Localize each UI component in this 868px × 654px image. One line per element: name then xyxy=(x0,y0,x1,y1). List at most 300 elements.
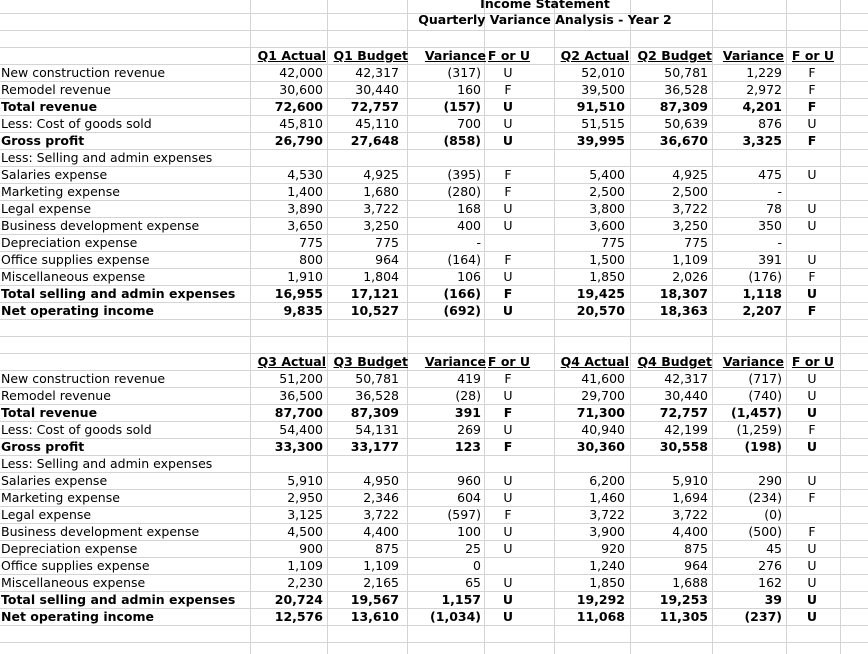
variance-b-cell: - xyxy=(777,235,782,250)
variance-a-cell: 65 xyxy=(465,575,481,590)
f-or-u-b-cell: F xyxy=(808,524,816,539)
actual-a-cell: 30,600 xyxy=(279,82,323,97)
f-or-u-b-cell: U xyxy=(807,473,817,488)
table-row xyxy=(0,591,868,608)
table-row xyxy=(0,387,868,404)
f-or-u-b-cell xyxy=(786,455,838,472)
variance-b-cell: 1,118 xyxy=(742,286,782,301)
f-or-u-b-cell: U xyxy=(807,167,817,182)
variance-a-cell: 419 xyxy=(457,371,481,386)
row-label: Total selling and admin expenses xyxy=(1,286,236,301)
f-or-u-b-cell: F xyxy=(808,269,816,284)
actual-b-cell xyxy=(557,455,625,472)
actual-b-cell: 775 xyxy=(601,235,625,250)
f-or-u-a-cell xyxy=(485,234,531,251)
variance-b-cell: 2,207 xyxy=(742,303,782,318)
f-or-u-b-cell: U xyxy=(807,541,817,556)
f-or-u-a-cell: U xyxy=(502,609,514,624)
budget-a-cell: 775 xyxy=(375,235,399,250)
column-header: Q4 Budget xyxy=(637,354,712,369)
row-label: Depreciation expense xyxy=(1,235,138,250)
actual-b-cell: 40,940 xyxy=(581,422,625,437)
variance-b-cell: 290 xyxy=(758,473,782,488)
row-label: New construction revenue xyxy=(1,371,166,386)
row-label: Net operating income xyxy=(1,303,155,318)
budget-b-cell: 4,400 xyxy=(672,524,708,539)
f-or-u-b-cell: F xyxy=(808,82,816,97)
budget-b-cell: 50,639 xyxy=(664,116,708,131)
column-header: Q4 Actual xyxy=(560,354,629,369)
actual-a-cell xyxy=(253,455,323,472)
variance-a-cell: 700 xyxy=(457,116,481,131)
f-or-u-b-cell: F xyxy=(807,133,817,148)
f-or-u-b-cell: U xyxy=(806,286,818,301)
column-header: F or U xyxy=(487,354,531,369)
table-row xyxy=(0,115,868,132)
variance-b-cell: (0) xyxy=(764,507,782,522)
f-or-u-a-cell: U xyxy=(502,99,514,114)
budget-b-cell: 3,722 xyxy=(672,507,708,522)
variance-b-cell: 4,201 xyxy=(742,99,782,114)
variance-b-cell xyxy=(712,455,782,472)
header-row xyxy=(0,47,868,64)
actual-b-cell: 20,570 xyxy=(576,303,625,318)
f-or-u-a-cell: F xyxy=(504,371,512,386)
budget-b-cell: 11,305 xyxy=(659,609,708,624)
f-or-u-b-cell: U xyxy=(806,439,818,454)
f-or-u-b-cell: U xyxy=(807,558,817,573)
variance-a-cell: 168 xyxy=(457,201,481,216)
table-row xyxy=(0,523,868,540)
table-row xyxy=(0,217,868,234)
row-label: Total revenue xyxy=(1,99,98,114)
actual-b-cell: 19,425 xyxy=(576,286,625,301)
actual-a-cell: 2,950 xyxy=(287,490,323,505)
f-or-u-b-cell: U xyxy=(807,201,817,216)
f-or-u-a-cell: U xyxy=(503,201,513,216)
row-label: Less: Cost of goods sold xyxy=(1,116,152,131)
table-row xyxy=(0,132,868,149)
variance-b-cell: (176) xyxy=(748,269,782,284)
variance-a-cell: 400 xyxy=(457,218,481,233)
actual-a-cell: 54,400 xyxy=(279,422,323,437)
variance-b-cell: (717) xyxy=(748,371,782,386)
row-label: Remodel revenue xyxy=(1,388,111,403)
actual-b-cell: 5,400 xyxy=(589,167,625,182)
variance-a-cell xyxy=(408,149,481,166)
f-or-u-a-cell: U xyxy=(503,490,513,505)
actual-b-cell: 1,460 xyxy=(589,490,625,505)
statement-subtitle: Quarterly Variance Analysis - Year 2 xyxy=(418,12,672,27)
table-row xyxy=(0,489,868,506)
variance-b-cell: (198) xyxy=(744,439,782,454)
f-or-u-a-cell xyxy=(485,455,531,472)
budget-b-cell: 775 xyxy=(684,235,708,250)
budget-a-cell: 2,346 xyxy=(363,490,399,505)
variance-b-cell: 350 xyxy=(758,218,782,233)
variance-b-cell: 2,972 xyxy=(746,82,782,97)
row-label: Total selling and admin expenses xyxy=(1,592,236,607)
f-or-u-a-cell: F xyxy=(503,405,513,420)
budget-b-cell: 30,558 xyxy=(659,439,708,454)
actual-b-cell: 1,850 xyxy=(589,575,625,590)
actual-a-cell: 3,890 xyxy=(287,201,323,216)
actual-a-cell: 800 xyxy=(299,252,323,267)
actual-a-cell: 36,500 xyxy=(279,388,323,403)
variance-a-cell: 25 xyxy=(465,541,481,556)
row-label: Less: Selling and admin expenses xyxy=(1,456,213,471)
actual-a-cell: 4,530 xyxy=(287,167,323,182)
actual-a-cell xyxy=(253,149,323,166)
actual-b-cell: 3,900 xyxy=(589,524,625,539)
variance-b-cell: 876 xyxy=(758,116,782,131)
actual-b-cell: 41,600 xyxy=(581,371,625,386)
variance-a-cell: 1,157 xyxy=(441,592,481,607)
table-row xyxy=(0,557,868,574)
actual-a-cell: 3,650 xyxy=(287,218,323,233)
budget-a-cell: 4,400 xyxy=(363,524,399,539)
column-header: Q2 Actual xyxy=(560,48,629,63)
variance-a-cell: 269 xyxy=(457,422,481,437)
variance-a-cell: (395) xyxy=(447,167,481,182)
budget-a-cell: 13,610 xyxy=(350,609,399,624)
f-or-u-a-cell: U xyxy=(502,592,514,607)
table-row xyxy=(0,64,868,81)
table-row xyxy=(0,234,868,251)
variance-a-cell: (858) xyxy=(443,133,481,148)
variance-b-cell: 391 xyxy=(758,252,782,267)
row-label: Total revenue xyxy=(1,405,98,420)
row-label: Gross profit xyxy=(1,133,85,148)
actual-b-cell: 1,850 xyxy=(589,269,625,284)
variance-b-cell: 45 xyxy=(766,541,782,556)
budget-a-cell: 3,722 xyxy=(363,507,399,522)
column-header: Q1 Actual xyxy=(257,48,326,63)
column-header: Variance xyxy=(424,48,486,63)
actual-a-cell: 12,576 xyxy=(274,609,323,624)
budget-b-cell: 30,440 xyxy=(664,388,708,403)
column-header: F or U xyxy=(791,354,835,369)
row-label: Legal expense xyxy=(1,201,92,216)
budget-a-cell: 54,131 xyxy=(355,422,399,437)
variance-b-cell: (1,259) xyxy=(736,422,782,437)
budget-a-cell: 87,309 xyxy=(350,405,399,420)
column-header: Q3 Actual xyxy=(257,354,326,369)
variance-a-cell: (157) xyxy=(443,99,481,114)
variance-a-cell: 160 xyxy=(457,82,481,97)
budget-a-cell: 1,109 xyxy=(363,558,399,573)
budget-b-cell: 50,781 xyxy=(664,65,708,80)
f-or-u-b-cell: U xyxy=(807,388,817,403)
row-label: Remodel revenue xyxy=(1,82,111,97)
f-or-u-a-cell: F xyxy=(504,184,512,199)
variance-b-cell: (1,457) xyxy=(731,405,782,420)
row-label: Business development expense xyxy=(1,218,200,233)
f-or-u-b-cell xyxy=(786,506,838,523)
actual-a-cell: 1,910 xyxy=(287,269,323,284)
f-or-u-b-cell: U xyxy=(807,218,817,233)
variance-a-cell: 0 xyxy=(473,558,481,573)
budget-a-cell: 964 xyxy=(375,252,399,267)
variance-b-cell xyxy=(712,149,782,166)
f-or-u-a-cell: F xyxy=(504,252,512,267)
budget-b-cell xyxy=(629,455,708,472)
column-header: Q3 Budget xyxy=(333,354,408,369)
f-or-u-b-cell: F xyxy=(807,303,817,318)
column-header: Q2 Budget xyxy=(637,48,712,63)
f-or-u-b-cell: U xyxy=(807,371,817,386)
actual-b-cell: 51,515 xyxy=(581,116,625,131)
budget-a-cell: 45,110 xyxy=(355,116,399,131)
actual-a-cell: 16,955 xyxy=(274,286,323,301)
budget-b-cell: 5,910 xyxy=(672,473,708,488)
budget-b-cell: 3,722 xyxy=(672,201,708,216)
variance-b-cell: (740) xyxy=(748,388,782,403)
table-row xyxy=(0,540,868,557)
actual-b-cell: 3,722 xyxy=(589,507,625,522)
budget-b-cell: 18,307 xyxy=(659,286,708,301)
table-row xyxy=(0,149,868,166)
f-or-u-a-cell: U xyxy=(502,303,514,318)
column-header: F or U xyxy=(791,48,835,63)
f-or-u-a-cell: U xyxy=(503,524,513,539)
table-row xyxy=(0,200,868,217)
actual-a-cell: 5,910 xyxy=(287,473,323,488)
variance-a-cell: 123 xyxy=(454,439,481,454)
budget-b-cell: 964 xyxy=(684,558,708,573)
budget-b-cell: 18,363 xyxy=(659,303,708,318)
actual-b-cell: 920 xyxy=(601,541,625,556)
budget-a-cell: 2,165 xyxy=(363,575,399,590)
budget-b-cell: 1,694 xyxy=(672,490,708,505)
actual-b-cell: 52,010 xyxy=(581,65,625,80)
table-row xyxy=(0,81,868,98)
variance-a-cell xyxy=(408,455,481,472)
budget-a-cell: 3,722 xyxy=(363,201,399,216)
f-or-u-a-cell: U xyxy=(503,218,513,233)
row-label: Miscellaneous expense xyxy=(1,269,146,284)
row-label: Salaries expense xyxy=(1,167,108,182)
budget-a-cell xyxy=(327,455,399,472)
row-label: Net operating income xyxy=(1,609,155,624)
actual-a-cell: 33,300 xyxy=(274,439,323,454)
actual-a-cell: 72,600 xyxy=(274,99,323,114)
actual-b-cell: 91,510 xyxy=(576,99,625,114)
actual-a-cell: 3,125 xyxy=(287,507,323,522)
column-header: F or U xyxy=(487,48,531,63)
table-row xyxy=(0,472,868,489)
actual-b-cell: 30,360 xyxy=(576,439,625,454)
statement-title: Income Statement xyxy=(480,0,610,11)
f-or-u-b-cell: U xyxy=(806,592,818,607)
variance-a-cell: (597) xyxy=(447,507,481,522)
f-or-u-b-cell: F xyxy=(808,65,816,80)
table-row xyxy=(0,455,868,472)
variance-b-cell: (500) xyxy=(748,524,782,539)
budget-a-cell: 17,121 xyxy=(350,286,399,301)
variance-a-cell: 100 xyxy=(457,524,481,539)
budget-b-cell: 42,317 xyxy=(664,371,708,386)
budget-b-cell: 42,199 xyxy=(664,422,708,437)
f-or-u-a-cell: F xyxy=(504,167,512,182)
variance-b-cell: 162 xyxy=(758,575,782,590)
budget-a-cell: 875 xyxy=(375,541,399,556)
budget-a-cell: 72,757 xyxy=(350,99,399,114)
actual-a-cell: 9,835 xyxy=(283,303,323,318)
variance-a-cell: (1,034) xyxy=(430,609,481,624)
actual-a-cell: 775 xyxy=(299,235,323,250)
variance-b-cell: 276 xyxy=(758,558,782,573)
variance-a-cell: (317) xyxy=(447,65,481,80)
row-label: Marketing expense xyxy=(1,184,120,199)
variance-a-cell: 391 xyxy=(454,405,481,420)
variance-b-cell: (234) xyxy=(748,490,782,505)
actual-b-cell: 6,200 xyxy=(589,473,625,488)
f-or-u-b-cell: U xyxy=(806,405,818,420)
actual-b-cell: 19,292 xyxy=(576,592,625,607)
budget-b-cell xyxy=(629,149,708,166)
column-header: Variance xyxy=(722,354,784,369)
variance-b-cell: (237) xyxy=(744,609,782,624)
budget-b-cell: 1,109 xyxy=(672,252,708,267)
actual-a-cell: 20,724 xyxy=(274,592,323,607)
budget-b-cell: 36,670 xyxy=(659,133,708,148)
row-label: New construction revenue xyxy=(1,65,166,80)
f-or-u-a-cell: U xyxy=(503,422,513,437)
budget-b-cell: 19,253 xyxy=(659,592,708,607)
row-label: Less: Selling and admin expenses xyxy=(1,150,213,165)
variance-b-cell: 78 xyxy=(766,201,782,216)
actual-a-cell: 51,200 xyxy=(279,371,323,386)
variance-a-cell: - xyxy=(476,235,481,250)
actual-b-cell: 11,068 xyxy=(576,609,625,624)
table-row xyxy=(0,183,868,200)
budget-a-cell: 42,317 xyxy=(355,65,399,80)
table-row xyxy=(0,404,868,421)
f-or-u-a-cell: F xyxy=(503,439,513,454)
actual-b-cell: 29,700 xyxy=(581,388,625,403)
f-or-u-a-cell: F xyxy=(504,507,512,522)
actual-a-cell: 45,810 xyxy=(279,116,323,131)
budget-a-cell: 19,567 xyxy=(350,592,399,607)
actual-b-cell: 1,240 xyxy=(589,558,625,573)
variance-a-cell: (28) xyxy=(455,388,481,403)
f-or-u-a-cell: U xyxy=(503,116,513,131)
actual-b-cell: 2,500 xyxy=(589,184,625,199)
table-row xyxy=(0,251,868,268)
actual-a-cell: 1,400 xyxy=(287,184,323,199)
actual-b-cell xyxy=(557,149,625,166)
actual-a-cell: 1,109 xyxy=(287,558,323,573)
actual-b-cell: 3,800 xyxy=(589,201,625,216)
f-or-u-a-cell xyxy=(485,557,531,574)
f-or-u-b-cell: F xyxy=(807,99,817,114)
f-or-u-b-cell: U xyxy=(807,575,817,590)
variance-b-cell: 1,229 xyxy=(746,65,782,80)
f-or-u-a-cell: U xyxy=(503,473,513,488)
budget-a-cell: 50,781 xyxy=(355,371,399,386)
column-header: Variance xyxy=(424,354,486,369)
table-row xyxy=(0,302,868,319)
row-label: Office supplies expense xyxy=(1,558,150,573)
budget-a-cell: 1,680 xyxy=(363,184,399,199)
row-label: Depreciation expense xyxy=(1,541,138,556)
budget-b-cell: 72,757 xyxy=(659,405,708,420)
actual-a-cell: 26,790 xyxy=(274,133,323,148)
f-or-u-a-cell: F xyxy=(504,82,512,97)
variance-a-cell: (692) xyxy=(443,303,481,318)
row-label: Legal expense xyxy=(1,507,92,522)
variance-a-cell: 604 xyxy=(457,490,481,505)
budget-b-cell: 4,925 xyxy=(672,167,708,182)
variance-a-cell: (164) xyxy=(447,252,481,267)
actual-a-cell: 87,700 xyxy=(274,405,323,420)
actual-a-cell: 4,500 xyxy=(287,524,323,539)
f-or-u-b-cell: F xyxy=(808,422,816,437)
actual-a-cell: 42,000 xyxy=(279,65,323,80)
row-label: Gross profit xyxy=(1,439,85,454)
f-or-u-b-cell: U xyxy=(807,252,817,267)
budget-b-cell: 3,250 xyxy=(672,218,708,233)
budget-b-cell: 875 xyxy=(684,541,708,556)
table-row xyxy=(0,268,868,285)
variance-a-cell: 106 xyxy=(457,269,481,284)
column-header: Q1 Budget xyxy=(333,48,408,63)
table-row xyxy=(0,438,868,455)
column-header: Variance xyxy=(722,48,784,63)
budget-a-cell: 10,527 xyxy=(350,303,399,318)
row-label: Business development expense xyxy=(1,524,200,539)
variance-b-cell: - xyxy=(777,184,782,199)
budget-a-cell: 30,440 xyxy=(355,82,399,97)
budget-a-cell: 4,925 xyxy=(363,167,399,182)
table-row xyxy=(0,98,868,115)
actual-b-cell: 3,600 xyxy=(589,218,625,233)
table-row xyxy=(0,421,868,438)
f-or-u-a-cell: F xyxy=(503,286,513,301)
actual-b-cell: 1,500 xyxy=(589,252,625,267)
actual-b-cell: 39,500 xyxy=(581,82,625,97)
table-row xyxy=(0,608,868,625)
variance-a-cell: (166) xyxy=(443,286,481,301)
row-label: Salaries expense xyxy=(1,473,108,488)
table-row xyxy=(0,166,868,183)
f-or-u-a-cell: U xyxy=(503,575,513,590)
f-or-u-a-cell: U xyxy=(503,269,513,284)
f-or-u-b-cell xyxy=(786,183,838,200)
row-label: Miscellaneous expense xyxy=(1,575,146,590)
f-or-u-a-cell: U xyxy=(503,388,513,403)
budget-a-cell: 4,950 xyxy=(363,473,399,488)
f-or-u-b-cell: F xyxy=(808,490,816,505)
row-label: Office supplies expense xyxy=(1,252,150,267)
f-or-u-b-cell xyxy=(786,149,838,166)
f-or-u-b-cell: U xyxy=(807,116,817,131)
variance-a-cell: (280) xyxy=(447,184,481,199)
table-row xyxy=(0,285,868,302)
actual-b-cell: 71,300 xyxy=(576,405,625,420)
table-row xyxy=(0,370,868,387)
f-or-u-a-cell: U xyxy=(503,65,513,80)
budget-a-cell xyxy=(327,149,399,166)
budget-a-cell: 36,528 xyxy=(355,388,399,403)
actual-a-cell: 2,230 xyxy=(287,575,323,590)
budget-b-cell: 2,026 xyxy=(672,269,708,284)
variance-a-cell: 960 xyxy=(457,473,481,488)
f-or-u-b-cell xyxy=(786,234,838,251)
row-label: Less: Cost of goods sold xyxy=(1,422,152,437)
f-or-u-a-cell xyxy=(485,149,531,166)
